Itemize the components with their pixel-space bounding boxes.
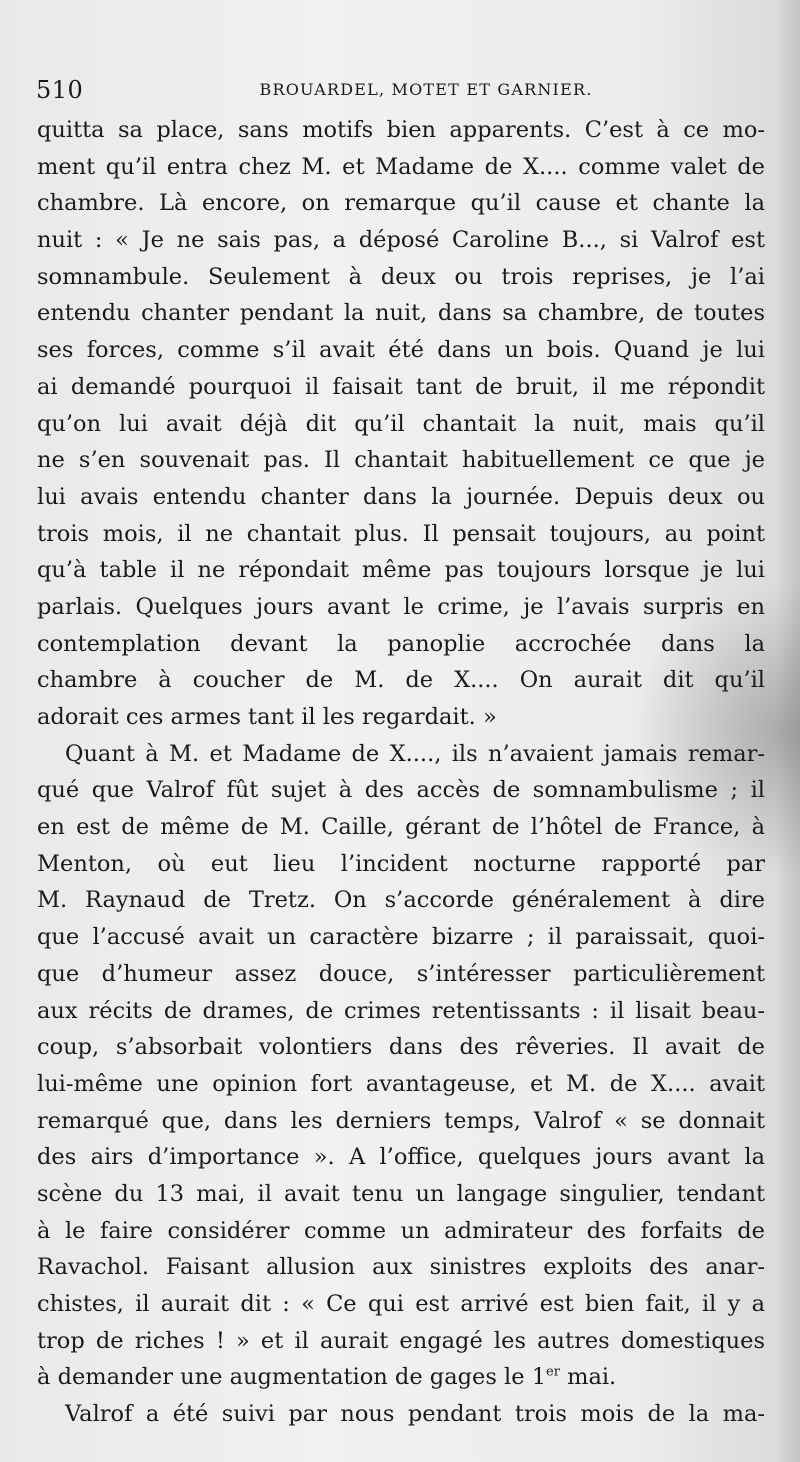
text-line-with-ordinal (37, 1359, 765, 1396)
text-line-end: mai. (559, 1364, 617, 1391)
body-text (37, 112, 765, 1433)
text-line: parlais. Quelques jours avant le crime, je l’avais surpris en (37, 593, 765, 620)
text-line: que d’humeur assez douce, s’intéresser particulièrement (37, 960, 765, 987)
text-line: lui avais entendu chanter dans la journée. Depuis deux ou (37, 483, 765, 510)
text-line: en est de même de M. Caille, gérant de l’hôtel de France, à (37, 814, 765, 841)
text-line: que l’accusé avait un caractère bizarre ; il paraissait, quoi- (37, 924, 765, 951)
text-line: M. Raynaud de Tretz. On s’accorde généralement à dire (37, 887, 765, 914)
text-line: chistes, il aurait dit : « Ce qui est arrivé est bien fait, il y a (37, 1291, 765, 1317)
text-line: Menton, où eut lieu l’incident nocturne rapporté par (37, 850, 765, 877)
text-line: chambre à coucher de M. de X.... On aurait dit qu’il (37, 667, 765, 694)
text-line: nuit : « Je ne sais pas, a déposé Caroline B..., si Valrof est (37, 227, 765, 254)
text-line: aux récits de drames, de crimes retentissants : il lisait beau- (37, 997, 765, 1024)
paragraph-start-line: Valrof a été suivi par nous pendant trois mois de la ma- (65, 1401, 765, 1428)
text-line: coup, s’absorbait volontiers dans des rêveries. Il avait de (37, 1034, 765, 1061)
running-head: BROUARDEL, MOTET ET GARNIER. (259, 80, 593, 99)
text-line: entendu chanter pendant la nuit, dans sa chambre, de toutes (37, 300, 765, 327)
page-number: 510 (36, 76, 84, 104)
text-line: somnambule. Seulement à deux ou trois reprises, je l’ai (37, 263, 765, 290)
text-line: ne s’en souvenait pas. Il chantait habituellement ce que je (37, 447, 765, 474)
text-line: Ravachol. Faisant allusion aux sinistres exploits des anar- (37, 1254, 765, 1281)
text-line-start: à demander une augmentation de gages le 1 (37, 1364, 547, 1391)
paragraph-start-line: Quant à M. et Madame de X...., ils n’avaient jamais remar- (65, 740, 765, 767)
text-line: ment qu’il entra chez M. et Madame de X.... comme valet de (37, 153, 765, 180)
text-line: à le faire considérer comme un admirateur des forfaits de (37, 1217, 765, 1244)
text-line: chambre. Là encore, on remarque qu’il cause et chante la (37, 190, 765, 217)
text-line: scène du 13 mai, il avait tenu un langage singulier, tendant (37, 1180, 765, 1207)
text-line: remarqué que, dans les derniers temps, Valrof « se donnait (37, 1107, 765, 1134)
ordinal-superscript: er (546, 1364, 560, 1380)
page-edge-shadow (776, 0, 800, 1462)
text-line: qu’on lui avait déjà dit qu’il chantait la nuit, mais qu’il (37, 410, 765, 437)
text-line: ai demandé pourquoi il faisait tant de bruit, il me répondit (37, 373, 765, 400)
text-line: contemplation devant la panoplie accrochée dans la (37, 630, 765, 657)
text-line: quitta sa place, sans motifs bien apparents. C’est à ce mo- (37, 117, 765, 143)
text-line: ses forces, comme s’il avait été dans un bois. Quand je lui (37, 337, 765, 364)
text-line: qué que Valrof fût sujet à des accès de somnambulisme ; il (37, 777, 765, 804)
text-line: des airs d’importance ». A l’office, quelques jours avant la (37, 1144, 765, 1171)
text-line: qu’à table il ne répondait même pas toujours lorsque je lui (37, 557, 765, 584)
text-line: lui-même une opinion fort avantageuse, et M. de X.... avait (37, 1070, 765, 1097)
text-line: adorait ces armes tant il les regardait. » (37, 704, 497, 730)
text-line: trois mois, il ne chantait plus. Il pensait toujours, au point (37, 520, 765, 547)
text-line: trop de riches ! » et il aurait engagé les autres domestiques (37, 1327, 765, 1354)
page-header (36, 76, 776, 108)
